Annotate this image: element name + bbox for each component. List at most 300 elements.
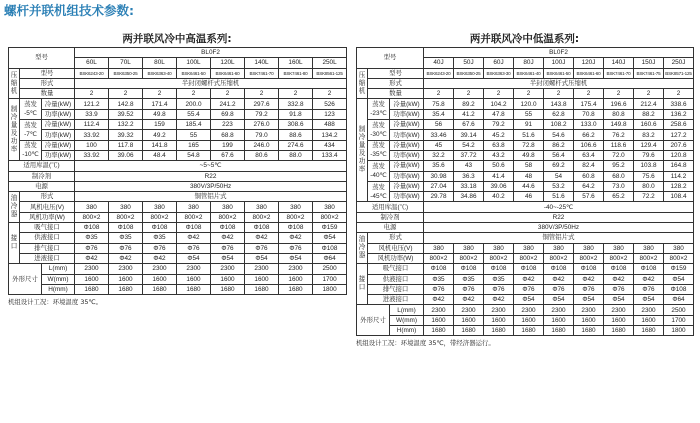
power-cell: 32.2 <box>424 150 454 160</box>
panel-title: 两并联风冷中低温系列: <box>469 33 580 45</box>
model-cell: 40J <box>424 58 454 68</box>
value-cell: 800×2 <box>514 253 544 263</box>
value-cell: 2300 <box>604 305 634 315</box>
value-cell: 铜管铝片式 <box>424 233 694 243</box>
dimension-W-row <box>357 315 694 325</box>
power-row <box>357 150 694 160</box>
capacity-cell: 80.0 <box>634 181 664 191</box>
value-cell: 2 <box>634 89 664 99</box>
spec-table-medium-high-temp <box>8 47 347 295</box>
evaporation-temp: -40℃ <box>370 172 387 180</box>
value-cell: 1800 <box>664 326 694 336</box>
group-label: 外形尺寸 <box>357 305 390 336</box>
capacity-cell: 45 <box>424 140 454 150</box>
row-label: 风机功率(W) <box>20 212 75 222</box>
value-cell: 380 <box>514 243 544 253</box>
value-cell: Φ159 <box>664 264 694 274</box>
power-cell: 72.2 <box>634 192 664 202</box>
port-return-row <box>357 295 694 305</box>
value-cell: 1600 <box>574 315 604 325</box>
value-cell: 380 <box>177 202 211 212</box>
row-label: 形式 <box>20 78 75 88</box>
value-cell: 800×2 <box>454 253 484 263</box>
capacity-cell: 120.0 <box>514 99 544 109</box>
group-label: 压缩机 <box>9 68 20 99</box>
value-cell: 2 <box>544 89 574 99</box>
value-cell: 1600 <box>544 315 574 325</box>
power-cell: 55.4 <box>177 109 211 119</box>
capacity-cell: 89.2 <box>454 99 484 109</box>
row-label: L(mm) <box>42 264 75 274</box>
capacity-cell: 69.2 <box>544 161 574 171</box>
model-cell: 50J <box>454 58 484 68</box>
value-cell: 1680 <box>109 284 143 294</box>
power-cell: 76.2 <box>604 130 634 140</box>
value-cell: Φ108 <box>664 284 694 294</box>
evaporation-temp-label <box>20 140 42 161</box>
power-cell: 39.14 <box>454 130 484 140</box>
header-label: 型号 <box>357 48 424 69</box>
value-cell: -40~-25℃ <box>424 202 694 212</box>
row-label: 功率(kW) <box>42 109 75 119</box>
capacity-cell: 53.2 <box>544 181 574 191</box>
dimension-L-row <box>357 305 694 315</box>
capacity-cell: 212.4 <box>634 99 664 109</box>
value-cell: Φ159 <box>313 223 347 233</box>
value-cell: 1680 <box>424 326 454 336</box>
value-cell: 1700 <box>313 274 347 284</box>
capacity-cell: 276.0 <box>245 120 279 130</box>
value-cell: 1680 <box>574 326 604 336</box>
capacity-row <box>357 99 694 109</box>
value-cell: 2300 <box>454 305 484 315</box>
row-label: 功率(kW) <box>390 150 424 160</box>
evaporation-temp-label <box>368 120 390 141</box>
value-cell: 380 <box>454 243 484 253</box>
value-cell: 380 <box>279 202 313 212</box>
power-cell: 60.8 <box>574 171 604 181</box>
value-cell: 380 <box>109 202 143 212</box>
value-cell: 1600 <box>484 315 514 325</box>
power-cell: 36.3 <box>454 171 484 181</box>
value-cell: Φ42 <box>75 253 109 263</box>
value-cell: 1800 <box>313 284 347 294</box>
power-cell: 41.2 <box>454 109 484 119</box>
value-cell: 1600 <box>634 315 664 325</box>
header-label: 型号 <box>9 48 75 69</box>
value-cell: 2 <box>514 89 544 99</box>
row-label: 功率(kW) <box>390 130 424 140</box>
capacity-cell: 160.6 <box>634 120 664 130</box>
port-discharge-row <box>357 284 694 294</box>
value-cell: 800×2 <box>424 253 454 263</box>
value-cell: 1680 <box>604 326 634 336</box>
value-cell: 1600 <box>211 274 245 284</box>
evaporation-label: 蒸发 <box>372 101 385 109</box>
value-cell: Φ42 <box>211 233 245 243</box>
port-suction-row <box>357 264 694 274</box>
power-cell: 69.8 <box>211 109 245 119</box>
panel-title: 两并联风冷中高温系列: <box>122 33 232 45</box>
group-label: 油冷器 <box>357 233 368 264</box>
dimension-W-row <box>9 274 347 284</box>
value-cell: 2 <box>143 89 177 99</box>
evaporation-label: 蒸发 <box>372 183 385 191</box>
panel-medium-low-temp <box>356 32 693 348</box>
compressor-count-row <box>357 89 694 99</box>
capacity-cell: 72.8 <box>514 140 544 150</box>
value-cell: Φ108 <box>109 223 143 233</box>
capacity-cell: 165 <box>177 140 211 150</box>
power-cell: 63.4 <box>574 150 604 160</box>
power-cell: 39.32 <box>109 130 143 140</box>
value-cell: Φ76 <box>245 243 279 253</box>
power-cell: 48 <box>514 171 544 181</box>
capacity-cell: 200.0 <box>177 99 211 109</box>
group-label: 接口 <box>9 223 20 264</box>
capacity-row <box>357 140 694 150</box>
evaporation-label: 蒸发 <box>372 121 385 129</box>
header-row-series <box>9 48 347 58</box>
row-label: 进液接口 <box>368 295 424 305</box>
model-cell: 140J <box>604 58 634 68</box>
value-cell: 2 <box>279 89 313 99</box>
value-cell: Φ64 <box>664 295 694 305</box>
capacity-cell: 185.4 <box>177 120 211 130</box>
value-cell: Φ42 <box>245 233 279 243</box>
capacity-cell: 128.2 <box>664 181 694 191</box>
capacity-cell: 297.6 <box>245 99 279 109</box>
value-cell: 1700 <box>664 315 694 325</box>
value-cell: 800×2 <box>313 212 347 222</box>
value-cell: Φ108 <box>424 264 454 274</box>
power-cell: 54.8 <box>177 150 211 160</box>
value-cell: 380V/3P/50Hz <box>424 223 694 233</box>
row-label: 风机电压(V) <box>368 243 424 253</box>
capacity-cell: 143.8 <box>544 99 574 109</box>
power-cell: 80.6 <box>245 150 279 160</box>
row-label: 形式 <box>368 78 424 88</box>
power-cell: 54 <box>544 171 574 181</box>
value-cell: Φ108 <box>454 264 484 274</box>
power-row <box>357 109 694 119</box>
value-cell: Φ54 <box>245 253 279 263</box>
value-cell: Φ76 <box>544 284 574 294</box>
power-cell: 72.0 <box>604 150 634 160</box>
power-cell: 80.8 <box>604 109 634 119</box>
value-cell: Φ42 <box>143 253 177 263</box>
power-cell: 68.0 <box>604 171 634 181</box>
power-cell: 88.2 <box>634 109 664 119</box>
compressor-model-cell: BSK6350-25 <box>109 68 143 78</box>
power-cell: 68.8 <box>211 130 245 140</box>
group-label: 接口 <box>357 264 368 305</box>
evaporation-temp: -35℃ <box>370 151 387 159</box>
row-label: 排气接口 <box>368 284 424 294</box>
capacity-cell: 35.6 <box>424 161 454 171</box>
value-cell: 800×2 <box>574 253 604 263</box>
power-cell: 66.2 <box>574 130 604 140</box>
value-cell: 800×2 <box>634 253 664 263</box>
value-cell: 2 <box>484 89 514 99</box>
capacity-cell: 258.6 <box>664 120 694 130</box>
power-cell: 39.52 <box>109 109 143 119</box>
value-cell: 1680 <box>634 326 664 336</box>
value-cell: 1680 <box>484 326 514 336</box>
value-cell: Φ42 <box>279 233 313 243</box>
row-label: 数量 <box>20 89 75 99</box>
capacity-cell: 39.06 <box>484 181 514 191</box>
value-cell: 1680 <box>143 284 177 294</box>
value-cell: Φ108 <box>484 264 514 274</box>
evaporation-temp-label <box>368 161 390 182</box>
row-label: 制冷剂 <box>9 171 75 181</box>
value-cell: 1600 <box>75 274 109 284</box>
power-cell: 70.8 <box>574 109 604 119</box>
row-label: 型号 <box>368 68 424 78</box>
power-cell: 34.86 <box>454 192 484 202</box>
capacity-cell: 67.6 <box>454 120 484 130</box>
value-cell: 1600 <box>454 315 484 325</box>
capacity-cell: 434 <box>313 140 347 150</box>
value-cell: 2 <box>75 89 109 99</box>
evaporation-temp: -30℃ <box>370 130 387 138</box>
value-cell: 2 <box>177 89 211 99</box>
value-cell: Φ108 <box>514 264 544 274</box>
value-cell: 2300 <box>75 264 109 274</box>
value-cell: Φ42 <box>604 274 634 284</box>
value-cell: 2300 <box>143 264 177 274</box>
capacity-cell: 171.4 <box>143 99 177 109</box>
value-cell: 1600 <box>245 274 279 284</box>
value-cell: 800×2 <box>544 253 574 263</box>
value-cell: Φ108 <box>604 264 634 274</box>
power-supply-row <box>357 223 694 233</box>
value-cell: Φ54 <box>634 295 664 305</box>
evaporation-temp-label <box>20 120 42 141</box>
value-cell: 1600 <box>279 274 313 284</box>
port-discharge-row <box>9 243 347 253</box>
value-cell: Φ108 <box>544 264 574 274</box>
value-cell: Φ76 <box>574 284 604 294</box>
compressor-model-cell: BSK6350-25 <box>454 68 484 78</box>
capacity-cell: 338.6 <box>664 99 694 109</box>
capacity-cell: 63.8 <box>484 140 514 150</box>
capacity-row <box>9 99 347 109</box>
compressor-model-cell: BSK6243-20 <box>75 68 109 78</box>
compressor-model-cell: BSK6461-50 <box>177 68 211 78</box>
row-label: H(mm) <box>390 326 424 336</box>
value-cell: Φ76 <box>279 243 313 253</box>
port-suction-row <box>9 223 347 233</box>
group-label: 压缩机 <box>357 68 368 99</box>
power-cell: 88.6 <box>279 130 313 140</box>
compressor-model-cell: BSK7461-75 <box>634 68 664 78</box>
power-cell: 37.72 <box>454 150 484 160</box>
power-cell: 91.8 <box>279 109 313 119</box>
group-label: 油冷器 <box>9 192 20 223</box>
value-cell: 2 <box>313 89 347 99</box>
storage-temp-row <box>9 161 347 171</box>
value-cell: 2300 <box>424 305 454 315</box>
power-row <box>357 192 694 202</box>
capacity-cell: 100 <box>75 140 109 150</box>
value-cell: Φ108 <box>245 223 279 233</box>
value-cell: 2300 <box>211 264 245 274</box>
power-row <box>9 109 347 119</box>
value-cell: 380 <box>75 202 109 212</box>
row-label: 功率(kW) <box>42 150 75 160</box>
port-supply-row <box>357 274 694 284</box>
row-label: 吸气接口 <box>368 264 424 274</box>
value-cell: 1600 <box>514 315 544 325</box>
value-cell: 380 <box>484 243 514 253</box>
power-cell: 134.2 <box>313 130 347 140</box>
value-cell: Φ54 <box>544 295 574 305</box>
capacity-cell: 246.0 <box>245 140 279 150</box>
value-cell: R22 <box>75 171 347 181</box>
capacity-cell: 82.4 <box>574 161 604 171</box>
value-cell: 1600 <box>604 315 634 325</box>
evaporation-temp-label <box>368 99 390 120</box>
capacity-cell: 50.6 <box>484 161 514 171</box>
capacity-cell: 73.0 <box>604 181 634 191</box>
value-cell: Φ54 <box>211 253 245 263</box>
dimension-L-row <box>9 264 347 274</box>
value-cell: Φ64 <box>313 253 347 263</box>
row-label: 功率(kW) <box>390 192 424 202</box>
value-cell: 1600 <box>143 274 177 284</box>
capacity-cell: 332.8 <box>279 99 313 109</box>
value-cell: Φ35 <box>484 274 514 284</box>
row-label: 电源 <box>9 181 75 191</box>
power-cell: 57.6 <box>574 192 604 202</box>
row-label: 形式 <box>368 233 424 243</box>
value-cell: Φ76 <box>484 284 514 294</box>
row-label: 功率(kW) <box>42 130 75 140</box>
row-label: 进液接口 <box>20 253 75 263</box>
capacity-cell: 274.6 <box>279 140 313 150</box>
power-cell: 114.2 <box>664 171 694 181</box>
value-cell: Φ108 <box>313 243 347 253</box>
value-cell: 800×2 <box>484 253 514 263</box>
power-cell: 79.0 <box>245 130 279 140</box>
row-label: 冷量(kW) <box>42 120 75 130</box>
compressor-model-cell: BSK7461-70 <box>245 68 279 78</box>
capacity-cell: 56 <box>424 120 454 130</box>
capacity-row <box>357 120 694 130</box>
value-cell: 1680 <box>211 284 245 294</box>
model-cell: 80L <box>143 58 177 68</box>
refrigerant-row <box>9 171 347 181</box>
value-cell: 800×2 <box>75 212 109 222</box>
power-row <box>9 130 347 140</box>
value-cell: 2300 <box>574 305 604 315</box>
row-label: 形式 <box>20 192 75 202</box>
value-cell: Φ54 <box>574 295 604 305</box>
series-label: BL0F2 <box>424 48 694 58</box>
capacity-row <box>9 140 347 150</box>
evaporation-temp: -10℃ <box>22 151 39 159</box>
capacity-cell: 104.2 <box>484 99 514 109</box>
capacity-cell: 44.6 <box>514 181 544 191</box>
group-label: 制冷量及功率 <box>357 99 368 202</box>
capacity-cell: 27.04 <box>424 181 454 191</box>
value-cell: Φ42 <box>109 253 143 263</box>
value-cell: 380 <box>664 243 694 253</box>
value-cell: Φ35 <box>75 233 109 243</box>
power-cell: 56.4 <box>544 150 574 160</box>
value-cell: Φ108 <box>177 223 211 233</box>
capacity-cell: 526 <box>313 99 347 109</box>
row-label: 功率(kW) <box>390 109 424 119</box>
value-cell: 1680 <box>514 326 544 336</box>
condenser-type-row <box>9 192 347 202</box>
power-cell: 49.8 <box>143 109 177 119</box>
value-cell: Φ76 <box>75 243 109 253</box>
value-cell: Φ42 <box>514 274 544 284</box>
value-cell: 1680 <box>75 284 109 294</box>
power-cell: 49.8 <box>514 150 544 160</box>
capacity-cell: 308.6 <box>279 120 313 130</box>
model-cell: 250L <box>313 58 347 68</box>
value-cell: 2 <box>664 89 694 99</box>
value-cell: Φ42 <box>634 274 664 284</box>
value-cell: 2 <box>109 89 143 99</box>
value-cell: 1600 <box>109 274 143 284</box>
capacity-cell: 196.6 <box>604 99 634 109</box>
value-cell: 800×2 <box>177 212 211 222</box>
value-cell: 2300 <box>634 305 664 315</box>
power-cell: 65.2 <box>604 192 634 202</box>
value-cell: Φ108 <box>143 223 177 233</box>
panel-medium-high-temp <box>8 32 346 307</box>
row-label: 冷量(kW) <box>390 140 424 150</box>
value-cell: 800×2 <box>211 212 245 222</box>
value-cell: 380 <box>634 243 664 253</box>
value-cell: Φ54 <box>664 274 694 284</box>
value-cell: Φ108 <box>279 223 313 233</box>
power-cell: 33.9 <box>75 109 109 119</box>
value-cell: Φ42 <box>484 295 514 305</box>
evaporation-temp: -45℃ <box>370 192 387 200</box>
value-cell: 铜管铝片式 <box>75 192 347 202</box>
value-cell: Φ76 <box>109 243 143 253</box>
value-cell: 800×2 <box>604 253 634 263</box>
value-cell: Φ76 <box>177 243 211 253</box>
power-cell: 133.4 <box>313 150 347 160</box>
power-cell: 83.2 <box>634 130 664 140</box>
spec-table-medium-low-temp <box>356 47 694 336</box>
value-cell: ~5~5℃ <box>75 161 347 171</box>
value-cell: 380 <box>245 202 279 212</box>
value-cell: Φ76 <box>514 284 544 294</box>
value-cell: 380 <box>424 243 454 253</box>
capacity-cell: 488 <box>313 120 347 130</box>
row-label: 风机电压(V) <box>20 202 75 212</box>
power-cell: 49.2 <box>143 130 177 140</box>
capacity-cell: 142.8 <box>109 99 143 109</box>
power-cell: 136.2 <box>664 109 694 119</box>
refrigerant-row <box>357 212 694 222</box>
row-label: 供液接口 <box>368 274 424 284</box>
fan-power-row <box>357 253 694 263</box>
row-label: 冷量(kW) <box>42 99 75 109</box>
value-cell: 380 <box>574 243 604 253</box>
evaporation-temp: -7℃ <box>24 130 37 138</box>
capacity-cell: 86.2 <box>544 140 574 150</box>
value-cell: 2 <box>604 89 634 99</box>
